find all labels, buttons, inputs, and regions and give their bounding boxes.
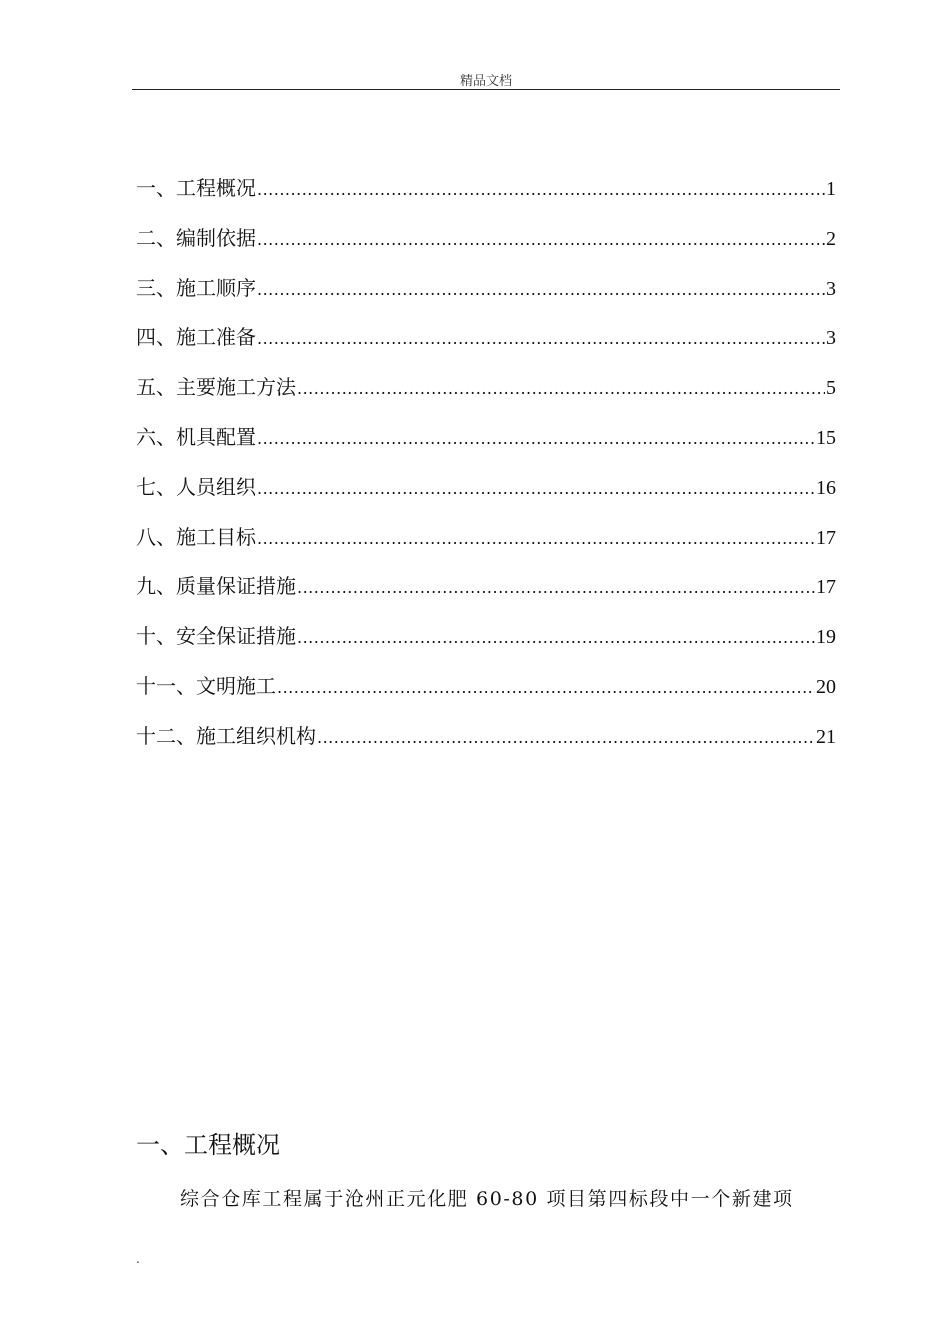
toc-entry-title: 十二、施工组织机构 bbox=[136, 723, 316, 748]
toc-dot-leader bbox=[257, 176, 825, 204]
toc-entry[interactable] bbox=[136, 722, 836, 772]
toc-entry[interactable] bbox=[136, 473, 836, 523]
toc-entry-title: 十、安全保证措施 bbox=[136, 624, 296, 649]
toc-entry-title: 十一、文明施工 bbox=[136, 673, 276, 698]
toc-dot-leader bbox=[257, 425, 815, 453]
toc-entry-title: 三、施工顺序 bbox=[136, 275, 256, 300]
toc-entry-page: 2 bbox=[826, 227, 836, 250]
toc-dot-leader bbox=[257, 525, 815, 553]
toc-dot-leader bbox=[297, 375, 825, 403]
toc-entry[interactable] bbox=[136, 274, 836, 324]
toc-dot-leader bbox=[257, 276, 825, 304]
toc-entry-page: 5 bbox=[826, 377, 836, 400]
toc-entry-title: 一、工程概况 bbox=[136, 176, 256, 200]
toc-entry-title: 六、机具配置 bbox=[136, 424, 256, 449]
toc-dot-leader bbox=[257, 475, 815, 503]
table-of-contents bbox=[136, 174, 836, 772]
toc-entry-page: 17 bbox=[816, 576, 836, 599]
toc-entry-title: 八、施工目标 bbox=[136, 524, 256, 549]
toc-dot-leader bbox=[257, 226, 825, 254]
toc-entry-page: 19 bbox=[816, 626, 836, 649]
toc-entry-page: 1 bbox=[826, 178, 836, 200]
toc-entry-page: 3 bbox=[826, 277, 836, 300]
toc-entry-page: 17 bbox=[816, 526, 836, 549]
toc-entry[interactable] bbox=[136, 523, 836, 573]
toc-entry[interactable] bbox=[136, 373, 836, 423]
toc-entry-title: 四、施工准备 bbox=[136, 325, 256, 350]
toc-entry-title: 二、编制依据 bbox=[136, 225, 256, 250]
toc-entry[interactable] bbox=[136, 423, 836, 473]
toc-dot-leader bbox=[277, 674, 815, 702]
page-header bbox=[132, 70, 840, 90]
toc-entry-title: 五、主要施工方法 bbox=[136, 375, 296, 400]
toc-entry[interactable] bbox=[136, 224, 836, 274]
toc-entry[interactable] bbox=[136, 622, 836, 672]
body-paragraph: 综合仓库工程属于沧州正元化肥 60-80 项目第四标段中一个新建项 bbox=[180, 1188, 794, 1210]
toc-entry[interactable] bbox=[136, 174, 836, 224]
toc-entry-page: 16 bbox=[816, 476, 836, 499]
toc-entry[interactable] bbox=[136, 572, 836, 622]
toc-dot-leader bbox=[297, 624, 815, 652]
toc-entry[interactable] bbox=[136, 672, 836, 722]
toc-entry-page: 15 bbox=[816, 426, 836, 449]
toc-entry-page: 3 bbox=[826, 327, 836, 350]
toc-dot-leader bbox=[257, 325, 825, 353]
toc-dot-leader bbox=[297, 574, 815, 602]
toc-entry-title: 七、人员组织 bbox=[136, 474, 256, 499]
toc-entry-page: 21 bbox=[816, 725, 836, 748]
footer-dot: . bbox=[136, 1252, 140, 1266]
toc-entry-title: 九、质量保证措施 bbox=[136, 574, 296, 599]
header-text: 精品文档 bbox=[459, 74, 512, 89]
section-heading: 一、工程概况 bbox=[136, 1131, 280, 1159]
toc-entry-page: 20 bbox=[816, 675, 836, 698]
toc-entry[interactable] bbox=[136, 323, 836, 373]
toc-dot-leader bbox=[317, 724, 815, 752]
